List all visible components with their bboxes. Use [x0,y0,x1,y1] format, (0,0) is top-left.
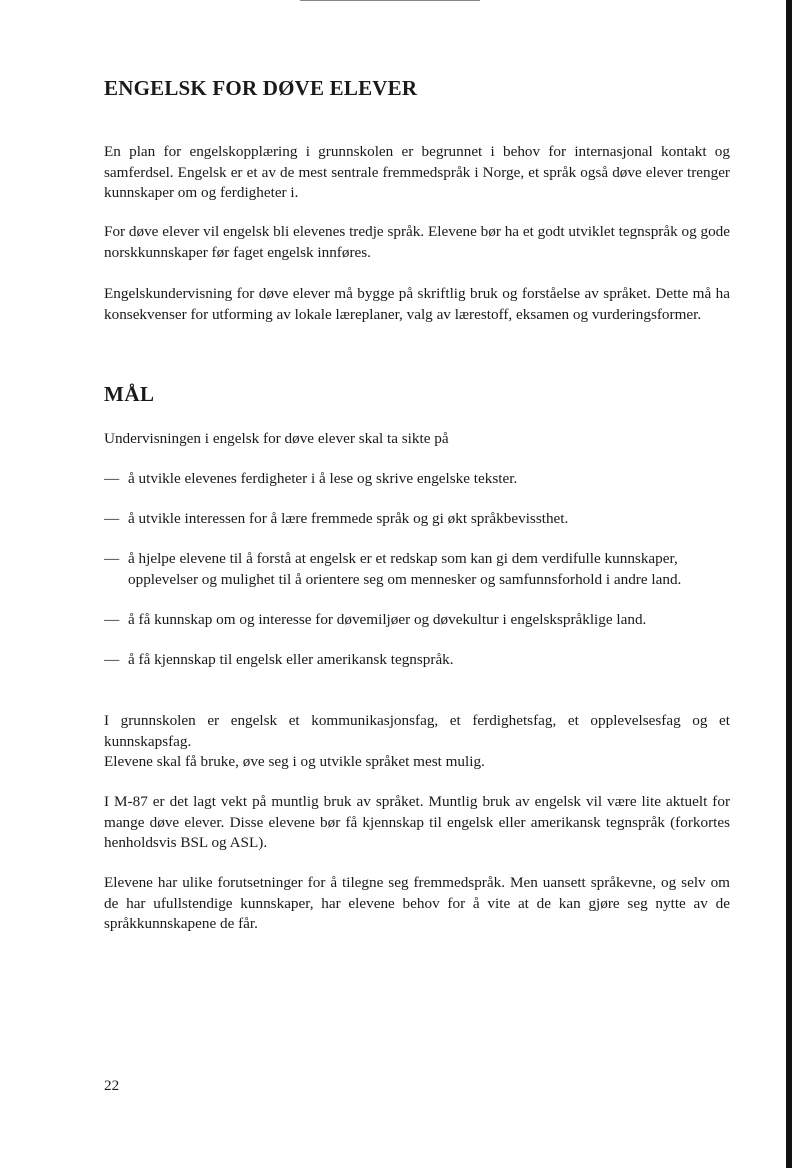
goal-text: å få kjennskap til engelsk eller amerikansk tegnspråk. [128,651,454,668]
scan-top-mark [300,0,480,1]
page-number: 22 [104,1077,120,1094]
closing-paragraph-3: I M-87 er det lagt vekt på muntlig bruk av språket. Muntlig bruk av engelsk vil være lite aktuelt for mange døve elever. Disse elevene bør få kjennskap til engelsk eller amerikansk tegnspråk (forkortes henholdsvis BSL og ASL). [104,793,730,851]
bullet-dash: — [104,651,120,668]
goal-item [104,509,730,530]
goal-item [104,549,730,590]
goal-item [104,650,730,671]
bullet-dash: — [104,611,120,628]
goal-text: å utvikle interessen for å lære fremmede språk og gi økt språkbevissthet. [128,510,569,527]
page-title: ENGELSK FOR DØVE ELEVER [104,76,418,100]
goals-lead-text: Undervisningen i engelsk for døve elever skal ta sikte på [104,430,449,447]
bullet-dash: — [104,510,120,527]
goal-text: å hjelpe elevene til å forstå at engelsk er et redskap som kan gi dem verdifulle kunnskaper, opplevelser og mulighet til å orientere seg om mennesker og samfunnsforhold i andre land. [128,550,682,588]
section-heading-goals: MÅL [104,382,155,406]
closing-paragraph-1: I grunnskolen er engelsk et kommunikasjonsfag, et ferdighetsfag, et opplevelsesfag og et kunnskapsfag. [104,712,730,750]
bullet-dash: — [104,470,120,487]
closing-paragraph-2: Elevene skal få bruke, øve seg i og utvikle språket mest mulig. [104,753,485,770]
goal-item [104,610,730,631]
bullet-dash: — [104,550,120,567]
intro-paragraph-1: En plan for engelskopplæring i grunnskolen er begrunnet i behov for internasjonal kontakt og samferdsel. Engelsk er et av de mest sentrale fremmedspråk i Norge, et språk også døve elever trenger kunnskaper om og ferdigheter i. [104,143,730,201]
closing-paragraph-4: Elevene har ulike forutsetninger for å tilegne seg fremmedspråk. Men uansett språkevne, og selv om de har ufullstendige kunnskaper, har elevene behov for å vite at de kan gjøre seg nytte av de språkkunnskapene de får. [104,874,730,932]
goal-text: å utvikle elevenes ferdigheter i å lese og skrive engelske tekster. [128,470,518,487]
goal-item [104,469,730,490]
intro-paragraph-2: For døve elever vil engelsk bli elevenes tredje språk. Elevene bør ha et godt utviklet tegnspråk og gode norskkunnskaper før faget engelsk innføres. [104,223,730,261]
scan-edge-shadow [786,0,792,1168]
goal-text: å få kunnskap om og interesse for døvemiljøer og døvekultur i engelskspråklige land. [128,611,647,628]
intro-paragraph-3: Engelskundervisning for døve elever må bygge på skriftlig bruk og forståelse av språket. Dette må ha konsekvenser for utforming av lokale læreplaner, valg av lærestoff, eksamen og vurderingsformer. [104,285,730,323]
